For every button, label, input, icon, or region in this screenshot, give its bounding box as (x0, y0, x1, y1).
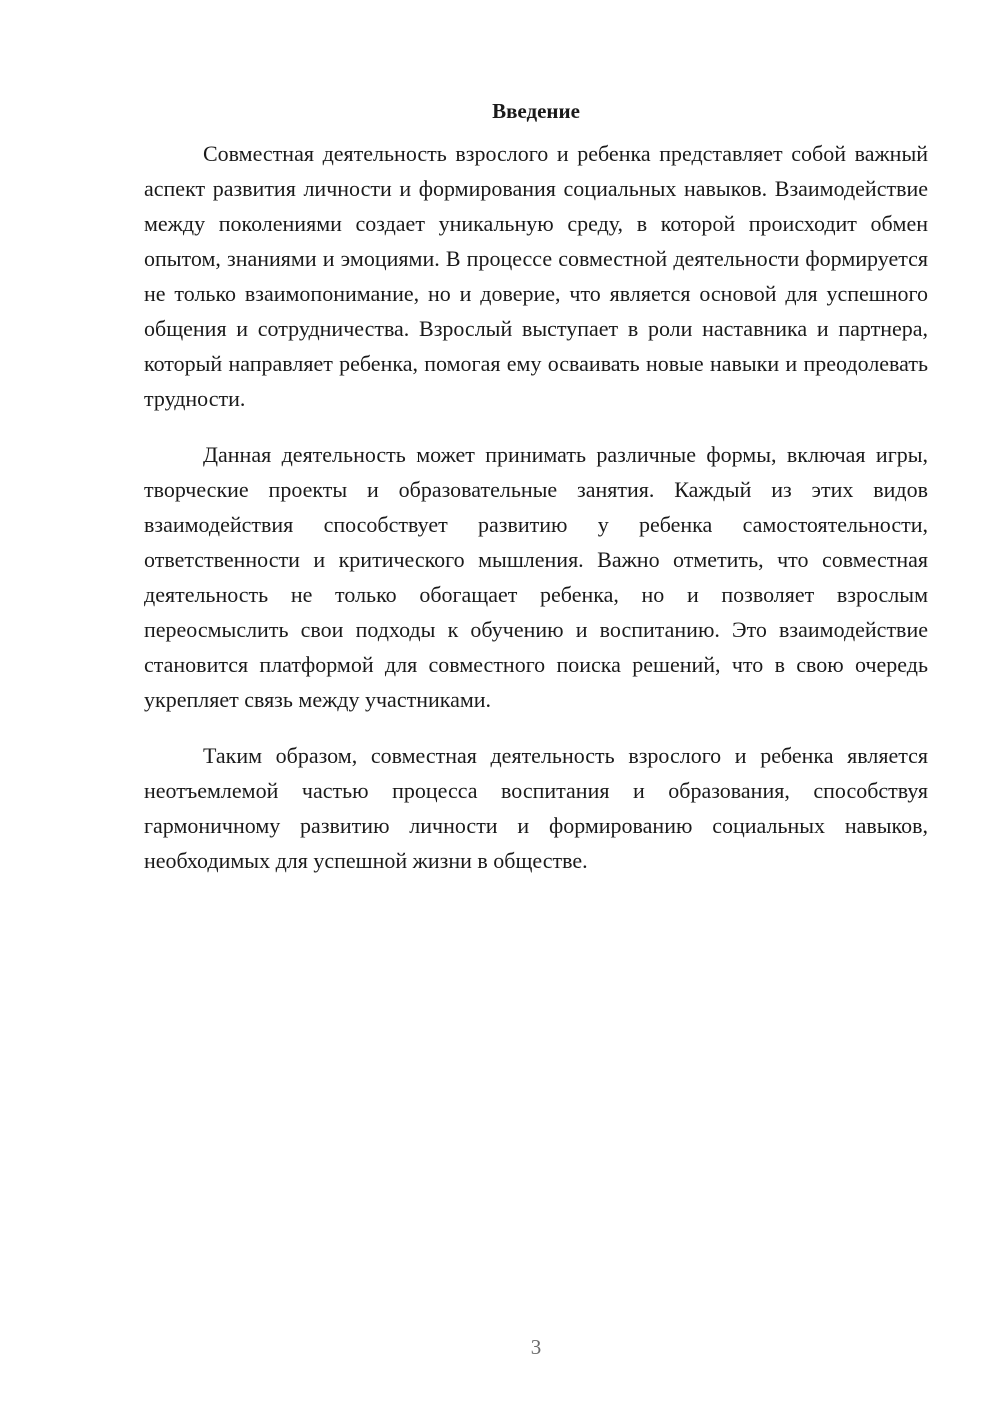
page-content (144, 94, 928, 899)
paragraph-2: Данная деятельность может принимать различные формы, включая игры, творческие проекты и образовательные занятия. Каждый из этих видов взаимодействия способствует развитию у ребенка самостоятельности, ответственности и критического мышления. Важно отметить, что совместная деятельность не только обогащает ребенка, но и позволяет взрослым переосмыслить свои подходы к обучению и воспитанию. Это взаимодействие становится платформой для совместного поиска решений, что в свою очередь укрепляет связь между участниками. (144, 442, 928, 712)
paragraph-1: Совместная деятельность взрослого и ребенка представляет собой важный аспект развития личности и формирования социальных навыков. Взаимодействие между поколениями создает уникальную среду, в которой происходит обмен опытом, знаниями и эмоциями. В процессе совместной деятельности формируется не только взаимопонимание, но и доверие, что является основой для успешного общения и сотрудничества. Взрослый выступает в роли наставника и партнера, который направляет ребенка, помогая ему осваивать новые навыки и преодолевать трудности. (144, 141, 928, 411)
page-number: 3 (530, 1335, 542, 1359)
paragraph-3: Таким образом, совместная деятельность взрослого и ребенка является неотъемлемой частью процесса воспитания и образования, способствуя гармоничному развитию личности и формированию социальных навыков, необходимых для успешной жизни в обществе. (144, 743, 928, 873)
page-title: Введение (492, 99, 580, 123)
